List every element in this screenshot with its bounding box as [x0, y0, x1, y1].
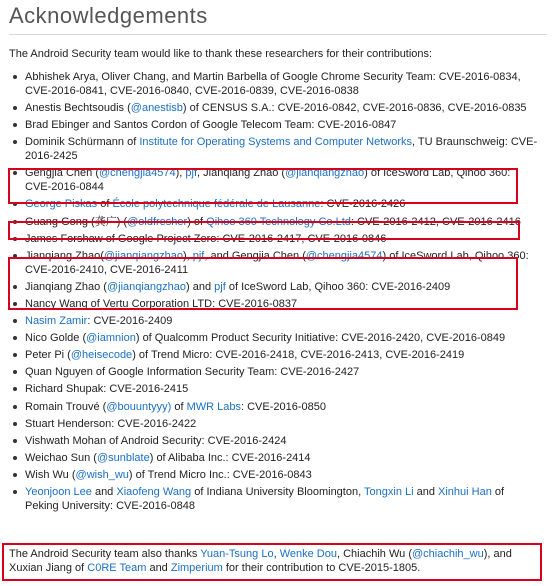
- entry-text: of: [97, 198, 113, 211]
- entry-text: , Chiachih Wu (: [336, 548, 412, 560]
- acknowledgement-list: [9, 70, 539, 516]
- entry-text: : CVE-2016-2412, CVE-2016-2416: [350, 215, 521, 228]
- page-title: Acknowledgements: [9, 3, 208, 28]
- researcher-link[interactable]: @bouuntyyy): [106, 400, 172, 413]
- entry-text: ) of Qualcomm Product Security Initiative: CVE-2016-2420, CVE-2016-0849: [135, 332, 506, 345]
- entry-text: ),: [182, 249, 193, 262]
- entry-text: of Indiana University Bloomington,: [191, 485, 365, 498]
- list-item: [9, 365, 539, 379]
- entry-text: and: [146, 562, 171, 574]
- researcher-link[interactable]: @heisecode: [70, 349, 133, 362]
- entry-text: for their contribution to CVE-2015-1805.: [222, 562, 421, 574]
- entry-text: Jianqiang Zhao(: [25, 249, 104, 262]
- list-item: [9, 249, 539, 277]
- entry-text: , Jianqiang Zhao (: [197, 167, 286, 180]
- list-item: [9, 118, 539, 132]
- entry-text: of IceSword Lab, Qihoo 360: CVE-2016-2409: [225, 280, 451, 293]
- entry-text: Jianqiang Zhao (: [25, 280, 107, 293]
- researcher-link[interactable]: @iamnion: [86, 332, 136, 345]
- list-item: [9, 382, 539, 396]
- entry-text: Dominik Schürmann of: [25, 136, 140, 149]
- list-item: [9, 485, 539, 513]
- entry-text: The Android Security team also thanks: [9, 548, 201, 560]
- list-item: [9, 468, 539, 482]
- entry-text: Stuart Henderson: CVE-2016-2422: [25, 417, 197, 430]
- entry-text: Weichao Sun (: [25, 451, 97, 464]
- researcher-link[interactable]: @jianqiangzhao: [103, 249, 183, 262]
- entry-text: of Peking University: CVE-2016-0848: [25, 485, 505, 512]
- list-item: [9, 70, 539, 98]
- researcher-link[interactable]: Xiaofeng Wang: [116, 485, 192, 498]
- entry-text: : CVE-2016-2426: [320, 198, 406, 211]
- entry-text: of: [171, 400, 187, 413]
- list-item: [9, 314, 539, 328]
- list-item: [9, 400, 539, 414]
- entry-text: Abhishek Arya, Oliver Chang, and Martin Barbella of Google Chrome Security Team: CVE-2016-0834, CVE-2016-0841, CVE-2016-0840, CVE-2016-0839, CVE-2016-0838: [25, 71, 521, 97]
- researcher-link[interactable]: @sunblate: [96, 451, 150, 464]
- entry-text: ), and Xuxian Jiang of: [9, 548, 512, 574]
- entry-text: ) of IceSword Lab, Qihoo 360: CVE-2016-0844: [25, 167, 511, 194]
- list-item: [9, 417, 539, 431]
- entry-text: Guang Gong (龚广) (: [25, 215, 128, 228]
- entry-text: Romain Trouvé (: [25, 400, 107, 413]
- entry-text: Peter Pi (: [25, 349, 71, 362]
- entry-text: Richard Shupak: CVE-2016-2415: [25, 383, 189, 396]
- entry-text: Vishwath Mohan of Android Security: CVE-2016-2424: [25, 434, 287, 447]
- researcher-link[interactable]: @jianqiangzhao: [106, 280, 187, 293]
- list-item: [9, 348, 539, 362]
- list-item: [9, 135, 539, 163]
- researcher-link[interactable]: @jianqiangzhao: [285, 167, 365, 180]
- list-item: [9, 434, 539, 448]
- entry-text: : CVE-2016-0850: [241, 400, 326, 413]
- entry-text: Wish Wu (: [25, 468, 76, 481]
- researcher-link[interactable]: pjf: [214, 280, 226, 293]
- researcher-link[interactable]: MWR Labs: [186, 400, 241, 413]
- entry-text: Nancy Wang of Vertu Corporation LTD: CVE-2016-0837: [25, 297, 298, 310]
- entry-text: Gengjia Chen (: [25, 167, 99, 180]
- entry-text: ) of IceSword Lab, Qihoo 360: CVE-2016-2410, CVE-2016-2411: [25, 249, 529, 276]
- entry-text: and: [91, 485, 117, 498]
- researcher-link[interactable]: Wenke Dou: [279, 548, 337, 560]
- entry-text: ) of CENSUS S.A.: CVE-2016-0842, CVE-2016-0836, CVE-2016-0835: [182, 102, 527, 115]
- researcher-link[interactable]: @oldfresher: [127, 215, 188, 228]
- researcher-link[interactable]: @chengjia4574: [305, 249, 383, 262]
- list-item: [9, 232, 539, 246]
- researcher-link[interactable]: Zimperium: [170, 562, 223, 574]
- entry-text: and: [413, 485, 439, 498]
- researcher-link[interactable]: C0RE Team: [87, 562, 147, 574]
- entry-text: ),: [175, 167, 186, 180]
- entry-text: : CVE-2016-2409: [87, 315, 173, 328]
- researcher-link[interactable]: Nasim Zamir: [25, 315, 88, 328]
- entry-text: ) and: [186, 280, 215, 293]
- researcher-link[interactable]: Qihoo 360 Technology Co.Ltd: [206, 215, 351, 228]
- list-item: [9, 101, 539, 115]
- researcher-link[interactable]: Institute for Operating Systems and Computer Networks: [139, 136, 412, 149]
- entry-text: ) of Trend Micro Inc.: CVE-2016-0843: [128, 468, 312, 481]
- researcher-link[interactable]: @anestisb: [130, 102, 183, 115]
- list-item: [9, 197, 539, 211]
- researcher-link[interactable]: Yeonjoon Lee: [25, 485, 92, 498]
- list-item: [9, 215, 539, 229]
- entry-text: James Forshaw of Google Project Zero: CVE-2016-2417, CVE-2016-0846: [25, 232, 387, 245]
- researcher-link[interactable]: @chengjia4574: [99, 167, 176, 180]
- list-item: [9, 280, 539, 294]
- researcher-link[interactable]: pjf: [185, 167, 198, 180]
- intro-text: The Android Security team would like to thank these researchers for their contributions:: [9, 48, 433, 60]
- entry-text: ) of Alibaba Inc.: CVE-2016-2414: [149, 451, 311, 464]
- entry-text: Quan Nguyen of Google Information Security Team: CVE-2016-2427: [25, 366, 360, 379]
- list-item: [9, 451, 539, 465]
- researcher-link[interactable]: Xinhui Han: [438, 485, 492, 498]
- researcher-link[interactable]: pjf: [192, 249, 205, 262]
- footer-paragraph: [9, 547, 539, 575]
- list-item: [9, 331, 539, 345]
- researcher-link[interactable]: Yuan-Tsung Lo: [200, 548, 274, 560]
- entry-text: Nico Golde (: [25, 332, 87, 345]
- entry-text: ) of: [187, 215, 207, 228]
- researcher-link[interactable]: George Piskas: [25, 198, 98, 211]
- researcher-link[interactable]: @wish_wu: [75, 468, 129, 481]
- list-item: [9, 297, 539, 311]
- entry-text: ,: [273, 548, 280, 560]
- researcher-link[interactable]: Tongxin Li: [364, 485, 414, 498]
- entry-text: , TU Braunschweig: CVE-2016-2425: [25, 136, 538, 163]
- list-item: [9, 166, 539, 194]
- entry-text: Brad Ebinger and Santos Cordon of Google Telecom Team: CVE-2016-0847: [25, 119, 397, 132]
- entry-text: , and Gengjia Chen (: [204, 249, 306, 262]
- researcher-link[interactable]: École polytechnique fédérale de Lausanne: [112, 198, 321, 211]
- entry-text: ) of Trend Micro: CVE-2016-2418, CVE-2016-2413, CVE-2016-2419: [132, 349, 465, 362]
- title-divider: [9, 34, 547, 35]
- entry-text: Anestis Bechtsoudis (: [25, 102, 131, 115]
- researcher-link[interactable]: @chiachih_wu: [411, 548, 484, 560]
